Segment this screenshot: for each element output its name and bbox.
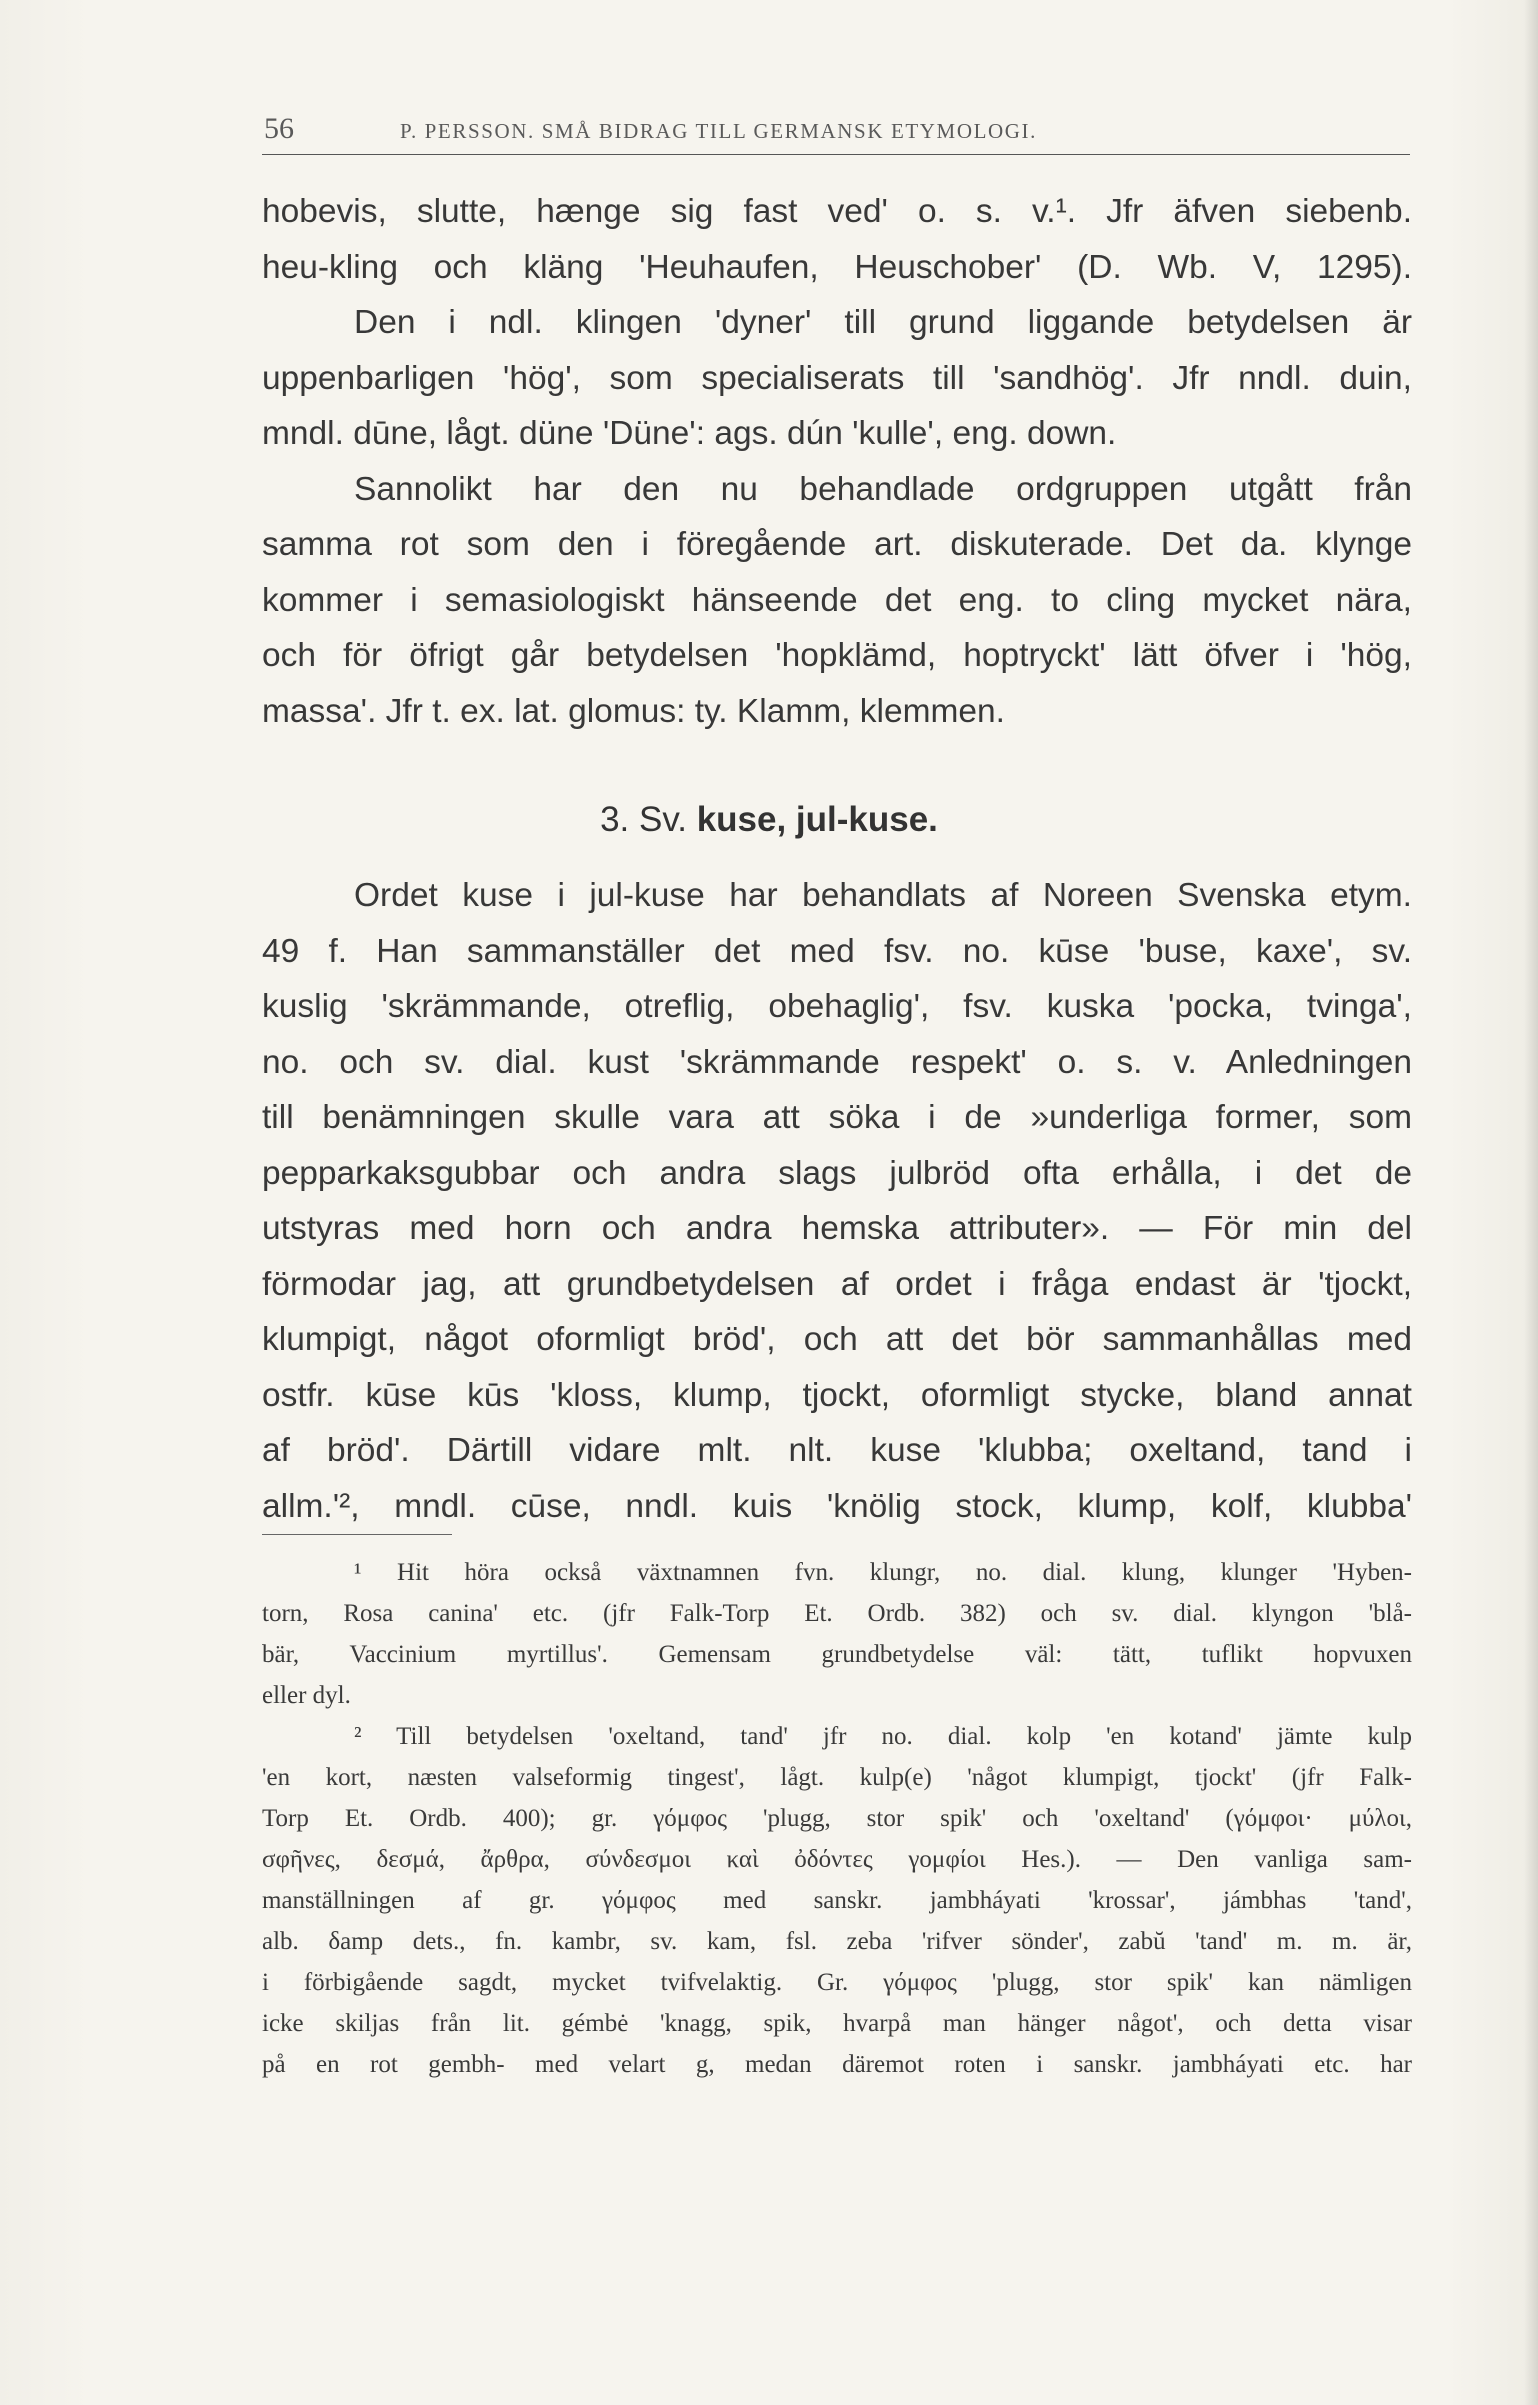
text-line: samma rot som den i föregående art. diskuterade. Det da. klynge bbox=[262, 526, 1412, 563]
text-line: allm.'², mndl. cūse, nndl. kuis 'knölig stock, klump, kolf, klubba' bbox=[262, 1487, 1412, 1525]
section-2-text bbox=[262, 868, 1412, 1534]
text-line: Den i ndl. klingen 'dyner' till grund liggande betydelsen är bbox=[354, 304, 1412, 341]
footnote-line: i förbigående sagdt, mycket tvifvelaktig. Gr. γόμφος 'plugg, stor spik' kan nämligen bbox=[262, 1969, 1412, 1996]
text-line: heu-kling och kläng 'Heuhaufen, Heuschober' (D. Wb. V, 1295). bbox=[262, 248, 1412, 286]
text-line: utstyras med horn och andra hemska attributer». — För min del bbox=[262, 1210, 1412, 1247]
text-line: och för öfrigt går betydelsen 'hopklämd, hoptryckt' lätt öfver i 'hög, bbox=[262, 637, 1412, 674]
footnote-line: 'en kort, næsten valseformig tingest', lågt. kulp(e) 'något klumpigt, tjockt' (jfr Falk- bbox=[262, 1764, 1412, 1791]
footnotes bbox=[262, 1552, 1412, 2085]
text-line: hobevis, slutte, hænge sig fast ved' o. s. v.¹. Jfr äfven siebenb. bbox=[262, 193, 1412, 230]
footnote-line: alb. δamp dets., fn. kambr, sv. kam, fsl. zeba 'rifver sönder', zabŭ 'tand' m. m. är, bbox=[262, 1928, 1412, 1955]
footnote-line: ¹ Hit höra också växtnamnen fvn. klungr, no. dial. klung, klunger 'Hyben- bbox=[354, 1559, 1412, 1586]
footnote-line: σφῆνες, δεσμά, ἄρθρα, σύνδεσμοι καὶ ὀδόντες γομφίοι Hes.). — Den vanliga sam- bbox=[262, 1846, 1412, 1873]
text-line: Ordet kuse i jul-kuse har behandlats af Noreen Svenska etym. bbox=[354, 877, 1412, 914]
footnote-line: ² Till betydelsen 'oxeltand, tand' jfr no. dial. kolp 'en kotand' jämte kulp bbox=[354, 1723, 1412, 1750]
text-line: kuslig 'skrämmande, otreflig, obehaglig', fsv. kuska 'pocka, tvinga', bbox=[262, 988, 1412, 1025]
section-title: kuse, jul-kuse. bbox=[696, 800, 938, 839]
footnote-rule bbox=[262, 1534, 452, 1535]
footnote-line: icke skiljas från lit. gémbė 'knagg, spik, hvarpå man hänger något', och detta visar bbox=[262, 2010, 1412, 2037]
footnote-line: Torp Et. Ordb. 400); gr. γόμφος 'plugg, stor spik' och 'oxeltand' (γόμφοι· μύλοι, bbox=[262, 1805, 1412, 1832]
page-edge-shadow bbox=[1524, 0, 1538, 2405]
text-line: uppenbarligen 'hög', som specialiserats till 'sandhög'. Jfr nndl. duin, bbox=[262, 359, 1412, 397]
text-line: mndl. dūne, lågt. düne 'Düne': ags. dún 'kulle', eng. down. bbox=[262, 415, 1117, 452]
page-number: 56 bbox=[264, 112, 294, 145]
text-line: till benämningen skulle vara att söka i de »underliga former, som bbox=[262, 1099, 1412, 1136]
text-line: 49 f. Han sammanställer det med fsv. no. kūse 'buse, kaxe', sv. bbox=[262, 932, 1412, 970]
footnote-line: eller dyl. bbox=[262, 1682, 351, 1709]
footnote-line: på en rot gembh- med velart g, medan däremot roten i sanskr. jambháyati etc. har bbox=[262, 2051, 1412, 2078]
text-line: af bröd'. Därtill vidare mlt. nlt. kuse 'klubba; oxeltand, tand i bbox=[262, 1432, 1412, 1469]
text-line: Sannolikt har den nu behandlade ordgruppen utgått från bbox=[354, 470, 1412, 508]
section-heading bbox=[0, 800, 1538, 840]
text-line: kommer i semasiologiskt hänseende det eng. to cling mycket nära, bbox=[262, 581, 1412, 619]
text-line: förmodar jag, att grundbetydelsen af ordet i fråga endast är 'tjockt, bbox=[262, 1265, 1412, 1303]
page-header bbox=[264, 112, 1410, 146]
section-number: 3. Sv. bbox=[600, 800, 687, 839]
footnote-line: bär, Vaccinium myrtillus'. Gemensam grundbetydelse väl: tätt, tuflikt hopvuxen bbox=[262, 1641, 1412, 1668]
text-line: ostfr. kūse kūs 'kloss, klump, tjockt, oformligt stycke, bland annat bbox=[262, 1376, 1412, 1414]
section-1-text bbox=[262, 184, 1412, 739]
text-line: pepparkaksgubbar och andra slags julbröd ofta erhålla, i det de bbox=[262, 1154, 1412, 1192]
text-line: klumpigt, något oformligt bröd', och att det bör sammanhållas med bbox=[262, 1321, 1412, 1358]
running-title: P. PERSSON. SMÅ BIDRAG TILL GERMANSK ETYMOLOGI. bbox=[400, 119, 1038, 143]
footnote-line: torn, Rosa canina' etc. (jfr Falk-Torp Et. Ordb. 382) och sv. dial. klyngon 'blå- bbox=[262, 1600, 1412, 1627]
footnote-line: manställningen af gr. γόμφος med sanskr. jambháyati 'krossar', jámbhas 'tand', bbox=[262, 1887, 1412, 1914]
header-rule bbox=[262, 154, 1410, 155]
text-line: massa'. Jfr t. ex. lat. glomus: ty. Klamm, klemmen. bbox=[262, 692, 1005, 730]
text-line: no. och sv. dial. kust 'skrämmande respekt' o. s. v. Anledningen bbox=[262, 1043, 1412, 1081]
